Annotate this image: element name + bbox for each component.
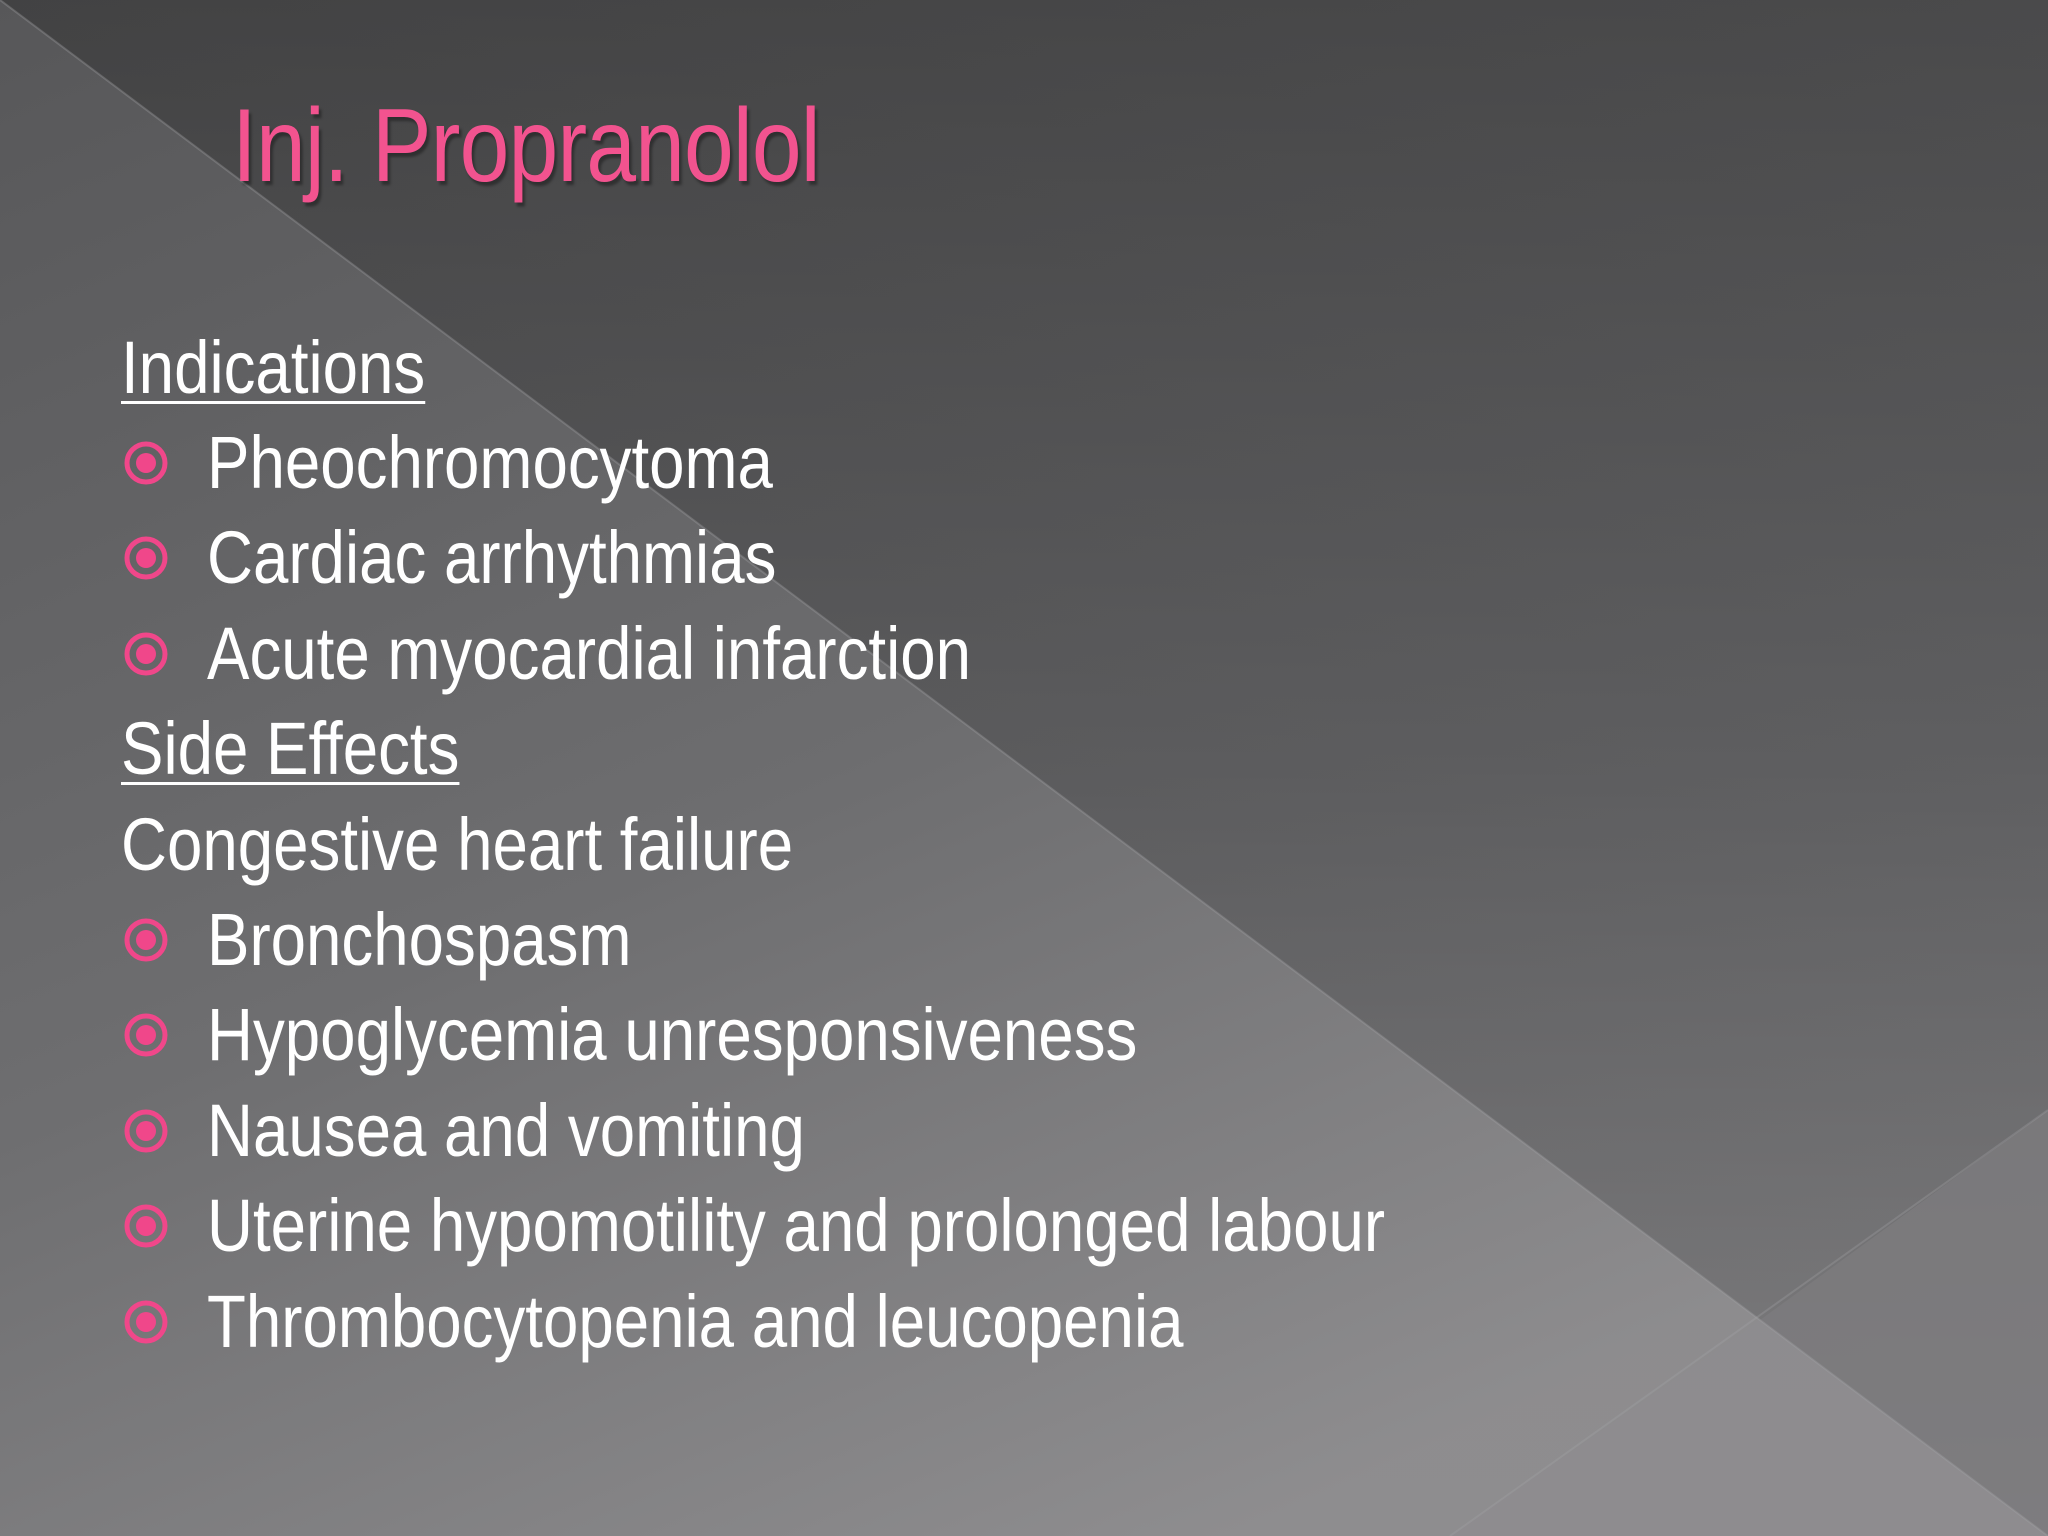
list-item-text: Nausea and vomiting — [207, 1088, 805, 1172]
section-heading-indications — [121, 320, 1821, 415]
radio-target-icon — [121, 1274, 207, 1369]
radio-target-icon — [121, 606, 207, 701]
radio-target-icon — [121, 1179, 207, 1274]
heading-text: Indications — [121, 325, 426, 409]
list-item — [121, 1179, 1821, 1274]
radio-target-icon — [121, 1083, 207, 1178]
list-item — [121, 606, 1821, 701]
plain-item-text: Congestive heart failure — [121, 802, 794, 886]
list-item — [121, 1274, 1821, 1369]
plain-item — [121, 797, 1821, 892]
radio-target-icon — [121, 415, 207, 510]
list-item-text: Hypoglycemia unresponsiveness — [207, 993, 1138, 1077]
list-item — [121, 511, 1821, 606]
list-item — [121, 415, 1821, 510]
radio-target-icon — [121, 892, 207, 987]
radio-target-icon — [121, 988, 207, 1083]
slide-title: Inj. Propranolol — [232, 88, 820, 204]
heading-text: Side Effects — [121, 707, 460, 791]
radio-target-icon — [121, 511, 207, 606]
list-item-text: Thrombocytopenia and leucopenia — [207, 1279, 1184, 1363]
list-item-text: Bronchospasm — [207, 898, 632, 982]
list-item — [121, 988, 1821, 1083]
list-item — [121, 892, 1821, 987]
list-item-text: Acute myocardial infarction — [207, 611, 972, 695]
slide-content — [121, 320, 1821, 1369]
section-heading-side-effects — [121, 702, 1821, 797]
list-item-text: Uterine hypomotility and prolonged labour — [207, 1184, 1386, 1268]
list-item-text: Cardiac arrhythmias — [207, 516, 777, 600]
list-item-text: Pheochromocytoma — [207, 421, 773, 505]
list-item — [121, 1083, 1821, 1178]
